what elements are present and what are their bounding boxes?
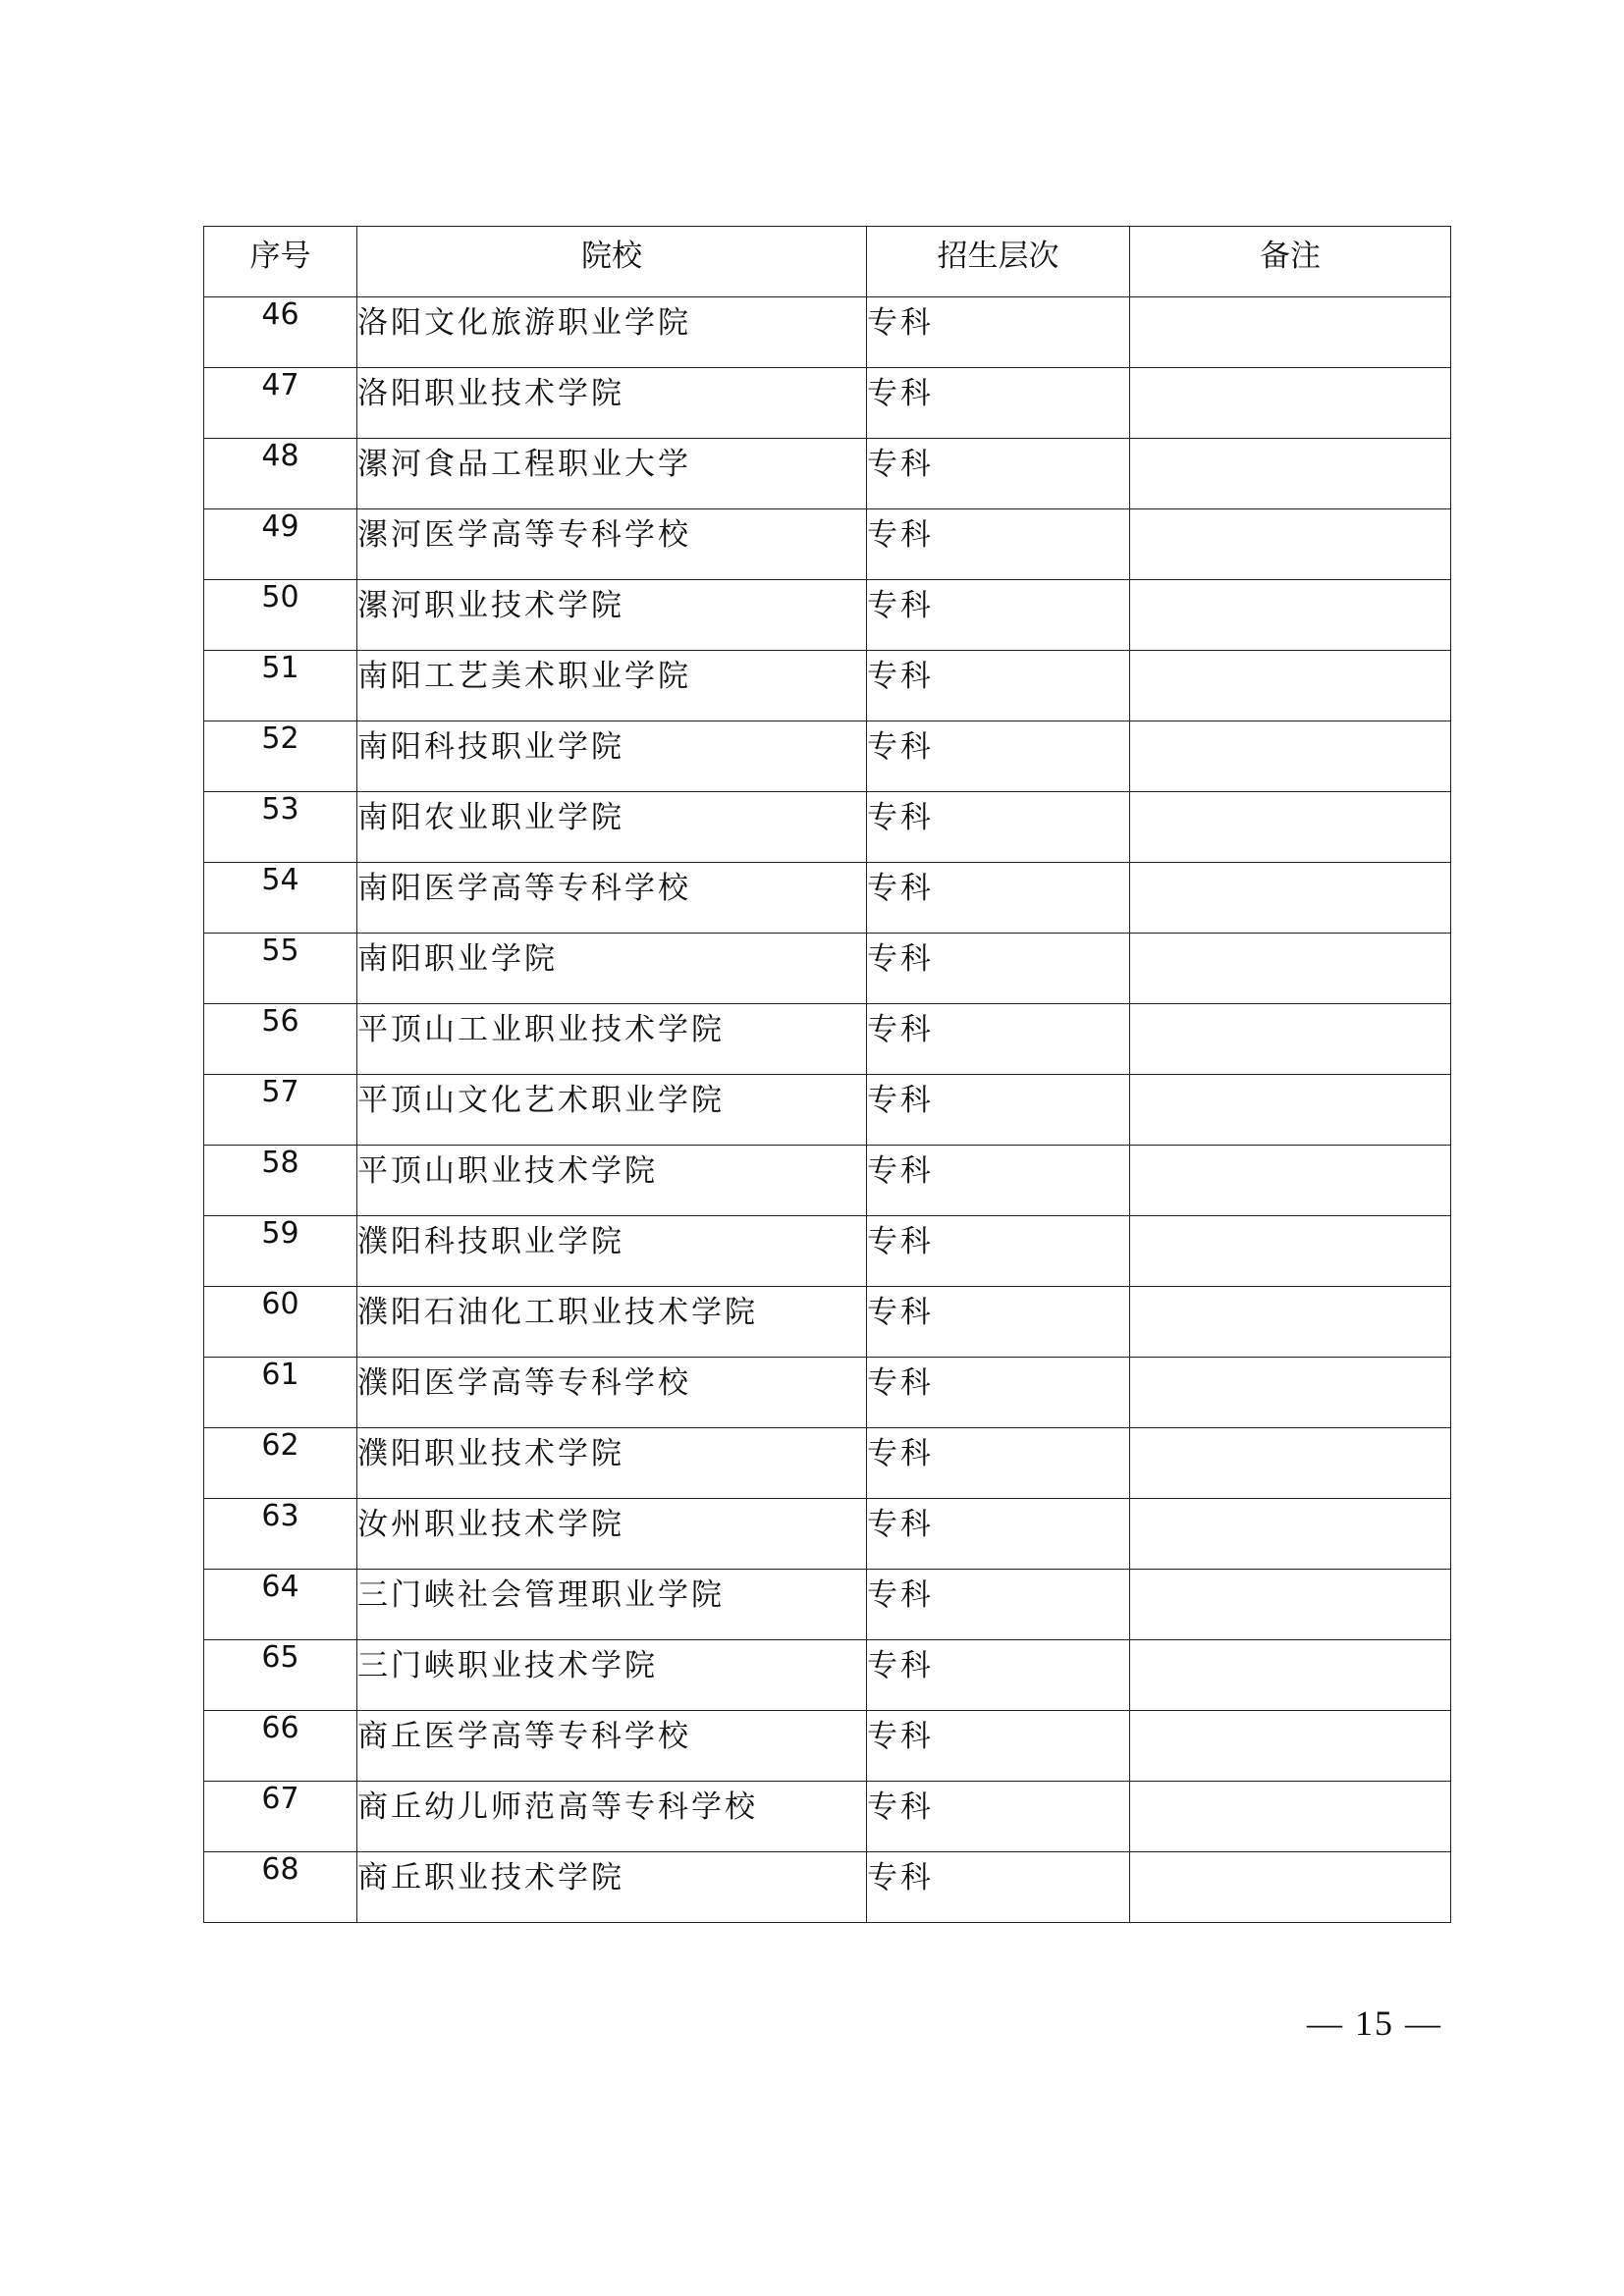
row-school-name: 平顶山文化艺术职业学院 <box>357 1075 867 1146</box>
row-remarks <box>1130 580 1451 651</box>
row-serial-number: 51 <box>204 651 357 721</box>
row-enrollment-level: 专科 <box>867 1711 1130 1782</box>
row-remarks <box>1130 297 1451 368</box>
row-remarks <box>1130 1711 1451 1782</box>
row-serial-number: 53 <box>204 792 357 863</box>
row-school-name: 濮阳石油化工职业技术学院 <box>357 1287 867 1358</box>
table-row <box>204 1428 1451 1499</box>
table-row <box>204 1358 1451 1428</box>
row-enrollment-level: 专科 <box>867 580 1130 651</box>
row-serial-number: 49 <box>204 509 357 580</box>
table-row <box>204 1499 1451 1570</box>
table-row <box>204 509 1451 580</box>
table-row <box>204 721 1451 792</box>
row-remarks <box>1130 1782 1451 1852</box>
row-serial-number: 55 <box>204 934 357 1004</box>
row-enrollment-level: 专科 <box>867 509 1130 580</box>
row-remarks <box>1130 1216 1451 1287</box>
row-enrollment-level: 专科 <box>867 297 1130 368</box>
table-row <box>204 651 1451 721</box>
table-row <box>204 1287 1451 1358</box>
table-row <box>204 1640 1451 1711</box>
row-serial-number: 48 <box>204 439 357 509</box>
row-serial-number: 62 <box>204 1428 357 1499</box>
row-serial-number: 57 <box>204 1075 357 1146</box>
header-remarks: 备注 <box>1130 227 1451 297</box>
row-enrollment-level: 专科 <box>867 863 1130 934</box>
row-enrollment-level: 专科 <box>867 934 1130 1004</box>
row-school-name: 濮阳职业技术学院 <box>357 1428 867 1499</box>
row-serial-number: 64 <box>204 1570 357 1640</box>
row-school-name: 平顶山职业技术学院 <box>357 1146 867 1216</box>
row-enrollment-level: 专科 <box>867 792 1130 863</box>
row-school-name: 平顶山工业职业技术学院 <box>357 1004 867 1075</box>
table-row <box>204 1216 1451 1287</box>
row-serial-number: 56 <box>204 1004 357 1075</box>
row-remarks <box>1130 934 1451 1004</box>
row-remarks <box>1130 792 1451 863</box>
row-remarks <box>1130 1358 1451 1428</box>
table-row <box>204 1004 1451 1075</box>
table-row <box>204 1711 1451 1782</box>
row-enrollment-level: 专科 <box>867 1499 1130 1570</box>
row-serial-number: 63 <box>204 1499 357 1570</box>
table-row <box>204 934 1451 1004</box>
row-serial-number: 65 <box>204 1640 357 1711</box>
table-row <box>204 368 1451 439</box>
row-school-name: 濮阳医学高等专科学校 <box>357 1358 867 1428</box>
row-serial-number: 52 <box>204 721 357 792</box>
row-enrollment-level: 专科 <box>867 1428 1130 1499</box>
row-serial-number: 47 <box>204 368 357 439</box>
header-school: 院校 <box>357 227 867 297</box>
table-row <box>204 792 1451 863</box>
row-remarks <box>1130 1146 1451 1216</box>
header-serial-number: 序号 <box>204 227 357 297</box>
row-serial-number: 67 <box>204 1782 357 1852</box>
row-school-name: 漯河食品工程职业大学 <box>357 439 867 509</box>
row-school-name: 三门峡社会管理职业学院 <box>357 1570 867 1640</box>
row-serial-number: 66 <box>204 1711 357 1782</box>
row-school-name: 濮阳科技职业学院 <box>357 1216 867 1287</box>
table-header-row <box>204 227 1451 297</box>
row-serial-number: 46 <box>204 297 357 368</box>
row-school-name: 南阳工艺美术职业学院 <box>357 651 867 721</box>
row-enrollment-level: 专科 <box>867 1075 1130 1146</box>
row-enrollment-level: 专科 <box>867 1358 1130 1428</box>
row-school-name: 三门峡职业技术学院 <box>357 1640 867 1711</box>
row-enrollment-level: 专科 <box>867 1782 1130 1852</box>
row-enrollment-level: 专科 <box>867 1216 1130 1287</box>
table-body <box>204 297 1451 1923</box>
row-remarks <box>1130 1004 1451 1075</box>
table-row <box>204 1782 1451 1852</box>
row-serial-number: 60 <box>204 1287 357 1358</box>
table-row <box>204 1852 1451 1923</box>
row-remarks <box>1130 368 1451 439</box>
row-school-name: 南阳科技职业学院 <box>357 721 867 792</box>
row-enrollment-level: 专科 <box>867 439 1130 509</box>
row-remarks <box>1130 1287 1451 1358</box>
table-row <box>204 439 1451 509</box>
table-row <box>204 1075 1451 1146</box>
row-enrollment-level: 专科 <box>867 1004 1130 1075</box>
page-number: — 15 — <box>1307 2003 1442 2043</box>
table-row <box>204 863 1451 934</box>
row-remarks <box>1130 439 1451 509</box>
school-table <box>203 226 1451 1923</box>
row-remarks <box>1130 1640 1451 1711</box>
row-school-name: 南阳农业职业学院 <box>357 792 867 863</box>
row-school-name: 漯河医学高等专科学校 <box>357 509 867 580</box>
row-school-name: 洛阳职业技术学院 <box>357 368 867 439</box>
row-remarks <box>1130 509 1451 580</box>
row-serial-number: 50 <box>204 580 357 651</box>
row-remarks <box>1130 1852 1451 1923</box>
row-enrollment-level: 专科 <box>867 1287 1130 1358</box>
table-row <box>204 1570 1451 1640</box>
row-remarks <box>1130 651 1451 721</box>
row-enrollment-level: 专科 <box>867 1146 1130 1216</box>
row-remarks <box>1130 863 1451 934</box>
table-row <box>204 580 1451 651</box>
row-school-name: 商丘幼儿师范高等专科学校 <box>357 1782 867 1852</box>
row-school-name: 漯河职业技术学院 <box>357 580 867 651</box>
table-row <box>204 297 1451 368</box>
row-enrollment-level: 专科 <box>867 651 1130 721</box>
row-serial-number: 59 <box>204 1216 357 1287</box>
row-school-name: 商丘职业技术学院 <box>357 1852 867 1923</box>
table-row <box>204 1146 1451 1216</box>
row-school-name: 洛阳文化旅游职业学院 <box>357 297 867 368</box>
row-school-name: 南阳职业学院 <box>357 934 867 1004</box>
row-enrollment-level: 专科 <box>867 1640 1130 1711</box>
row-remarks <box>1130 1075 1451 1146</box>
row-enrollment-level: 专科 <box>867 1570 1130 1640</box>
header-enrollment-level: 招生层次 <box>867 227 1130 297</box>
row-enrollment-level: 专科 <box>867 1852 1130 1923</box>
row-remarks <box>1130 1570 1451 1640</box>
row-serial-number: 58 <box>204 1146 357 1216</box>
row-remarks <box>1130 721 1451 792</box>
row-remarks <box>1130 1499 1451 1570</box>
row-serial-number: 68 <box>204 1852 357 1923</box>
row-serial-number: 61 <box>204 1358 357 1428</box>
row-enrollment-level: 专科 <box>867 368 1130 439</box>
row-school-name: 汝州职业技术学院 <box>357 1499 867 1570</box>
row-serial-number: 54 <box>204 863 357 934</box>
row-school-name: 南阳医学高等专科学校 <box>357 863 867 934</box>
row-enrollment-level: 专科 <box>867 721 1130 792</box>
row-remarks <box>1130 1428 1451 1499</box>
row-school-name: 商丘医学高等专科学校 <box>357 1711 867 1782</box>
